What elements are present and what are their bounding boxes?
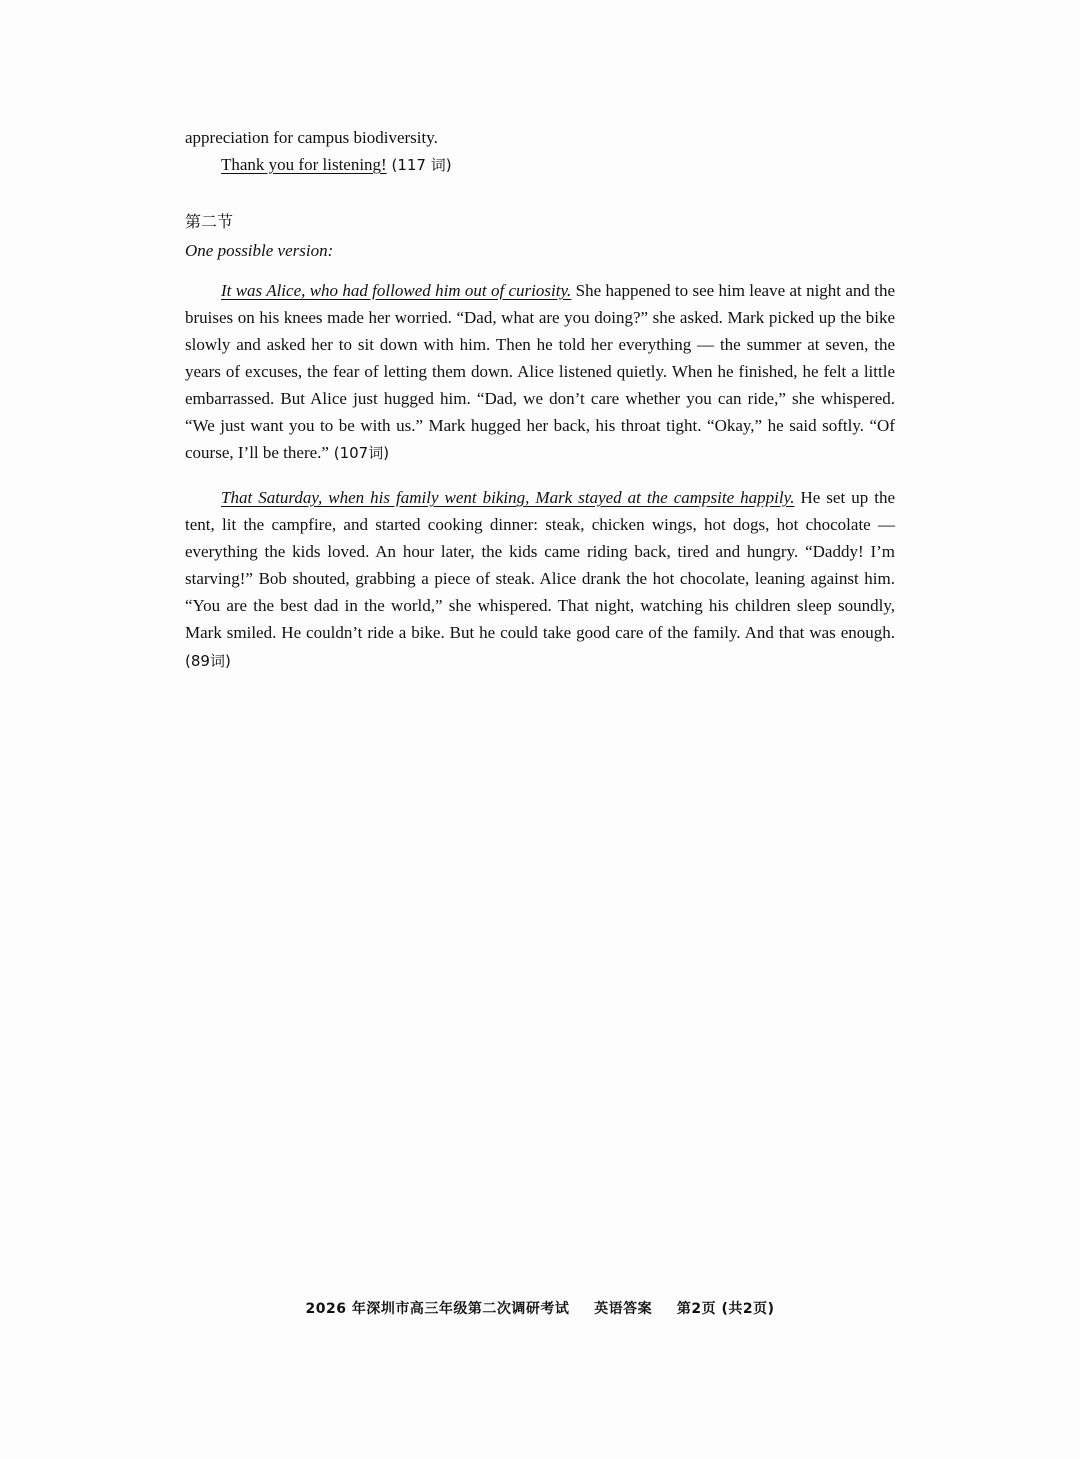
paragraph-one <box>185 277 895 467</box>
version-label: One possible version: <box>185 241 334 260</box>
paragraph-two-body: He set up the tent, lit the campfire, and started cooking dinner: steak, chicken wings, hot dogs, hot chocolate — everything the kids loved. An hour later, the kids came riding back, tired and hungry. “Daddy! I’m starving!” Bob shouted, grabbing a piece of steak. Alice drank the hot chocolate, leaning against him. “You are the best dad in the world,” she whispered. That night, watching his children sleep soundly, Mark smiled. He couldn’t ride a bike. But he could take good care of the family. And that was enough. <box>185 488 895 642</box>
paragraph-two-word-count: (89词) <box>185 652 231 670</box>
footer-page-number: 第2页 (共2页) <box>676 1301 775 1317</box>
footer-exam-name: 2026 年深圳市高三年级第二次调研考试 <box>305 1301 570 1317</box>
paragraph-two <box>185 484 895 675</box>
paragraph-two-lead: That Saturday, when his family went biking, Mark stayed at the campsite happily. <box>221 488 795 507</box>
footer-subject: 英语答案 <box>594 1301 653 1317</box>
page-footer <box>0 1298 1080 1318</box>
answer-content <box>185 124 895 692</box>
paragraph-one-word-count: (107词) <box>328 444 390 462</box>
thanks-word-count: (117 词) <box>386 156 452 174</box>
section-title: 第二节 <box>185 212 234 231</box>
closing-sentence: appreciation for campus biodiversity. <box>185 128 438 147</box>
paragraph-one-body: She happened to see him leave at night and the bruises on his knees made her worried. “Dad, what are you doing?” she asked. Mark picked up the bike slowly and asked her to sit down with him. Then he told her everything — the summer at seven, the years of excuses, the fear of letting them down. Alice listened quietly. When he finished, he felt a little embarrassed. But Alice just hugged him. “Dad, we don’t care whether you can ride,” she whispered. “We just want you to be with us.” Mark hugged her back, his throat tight. “Okay,” he said softly. “Of course, I’ll be there.” <box>185 281 895 462</box>
paragraph-one-lead: It was Alice, who had followed him out of curiosity. <box>221 281 572 300</box>
thanks-line <box>185 151 895 179</box>
thanks-text: Thank you for listening! <box>221 155 387 174</box>
